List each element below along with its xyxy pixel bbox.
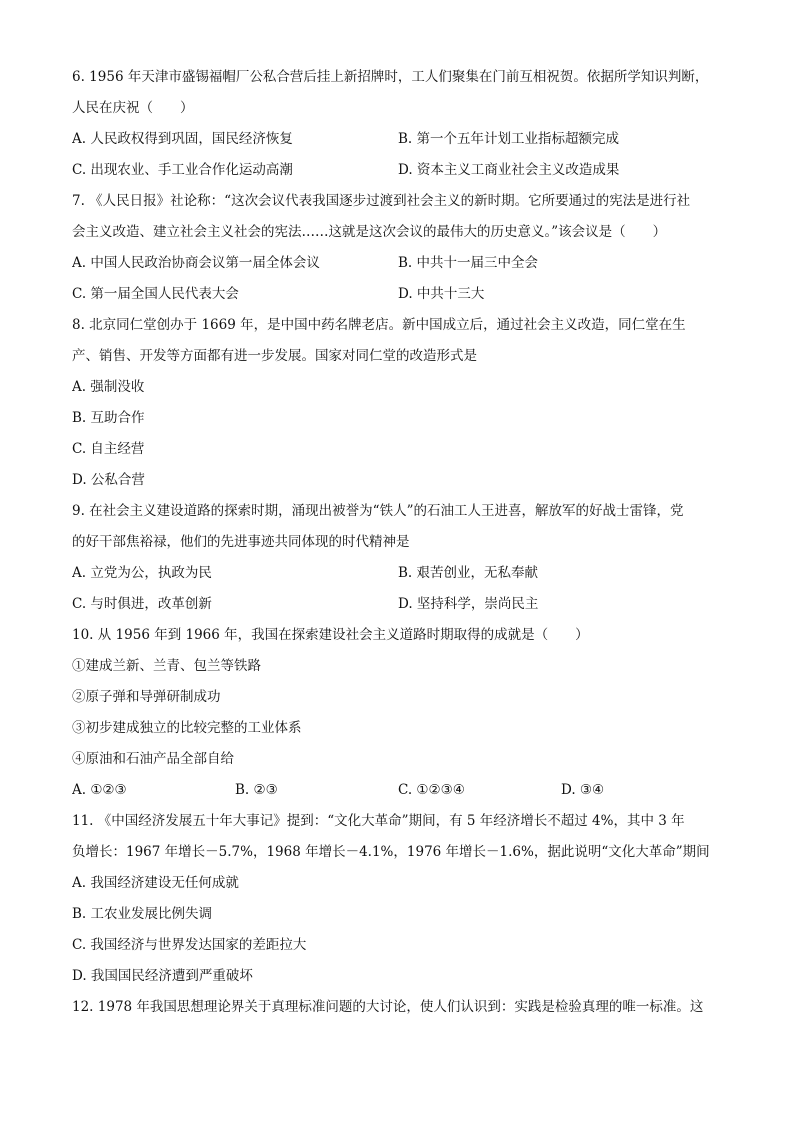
question-stem-line: 产、销售、开发等方面都有进一步发展。国家对同仁堂的改造形式是	[72, 348, 477, 364]
option-c: C. 出现农业、手工业合作化运动高潮	[72, 162, 293, 178]
question-10	[72, 620, 724, 806]
statement-item: ②原子弹和导弹研制成功	[72, 689, 221, 705]
question-stem-line: 的好干部焦裕禄，他们的先进事迹共同体现的时代精神是	[72, 534, 410, 550]
question-stem-line: 8. 北京同仁堂创办于 1669 年，是中国中药名牌老店。新中国成立后，通过社会主义改造，同仁堂在生	[72, 317, 686, 333]
option-c: C. 第一届全国人民代表大会	[72, 286, 239, 302]
question-stem-line: 会主义改造、建立社会主义社会的宪法……这就是这次会议的最伟大的历史意义。”该会议是（ ）	[72, 224, 667, 240]
option-a: A. 人民政权得到巩固，国民经济恢复	[72, 131, 293, 147]
option-d: D. ③④	[561, 782, 605, 798]
option-d: D. 资本主义工商业社会主义改造成果	[398, 162, 620, 178]
question-list	[72, 62, 724, 1023]
option-c: C. 与时俱进，改革创新	[72, 596, 212, 612]
question-stem-line: 11. 《中国经济发展五十年大事记》提到：“文化大革命”期间，有 5 年经济增长不超过 4%，其中 3 年	[72, 813, 685, 829]
option-a: A. 我国经济建设无任何成就	[72, 875, 239, 891]
option-d: D. 公私合营	[72, 472, 145, 488]
option-a: A. 立党为公，执政为民	[72, 565, 212, 581]
statement-item: ③初步建成独立的比较完整的工业体系	[72, 720, 302, 736]
option-row	[72, 248, 724, 279]
question-9	[72, 496, 724, 620]
question-12	[72, 992, 724, 1023]
question-8	[72, 310, 724, 496]
option-a: A. 强制没收	[72, 379, 145, 395]
option-c: C. ①②③④	[398, 782, 465, 798]
question-stem-line: 7. 《人民日报》社论称：“这次会议代表我国逐步过渡到社会主义的新时期。它所要通过的宪法是进行社	[72, 193, 691, 209]
option-row	[72, 775, 724, 806]
option-b: B. 第一个五年计划工业指标超额完成	[398, 131, 620, 147]
option-b: B. ②③	[235, 782, 278, 798]
question-stem-line: 6. 1956 年天津市盛锡福帽厂公私合营后挂上新招牌时，工人们聚集在门前互相祝贺。依据所学知识判断，	[72, 69, 709, 85]
option-row	[72, 589, 724, 620]
option-b: B. 艰苦创业，无私奉献	[398, 565, 539, 581]
option-a: A. ①②③	[72, 782, 127, 798]
question-6	[72, 62, 724, 186]
question-7	[72, 186, 724, 310]
question-stem-line: 10. 从 1956 年到 1966 年，我国在探索建设社会主义道路时期取得的成就是（ ）	[72, 627, 589, 643]
question-stem-line: 9. 在社会主义建设道路的探索时期，涌现出被誉为“铁人”的石油工人王进喜，解放军的好战士雷锋，党	[72, 503, 684, 519]
option-b: B. 工农业发展比例失调	[72, 906, 213, 922]
statement-item: ①建成兰新、兰青、包兰等铁路	[72, 658, 261, 674]
option-d: D. 中共十三大	[398, 286, 485, 302]
option-row	[72, 155, 724, 186]
question-11	[72, 806, 724, 992]
statement-item: ④原油和石油产品全部自给	[72, 751, 234, 767]
option-d: D. 坚持科学，崇尚民主	[398, 596, 539, 612]
option-c: C. 我国经济与世界发达国家的差距拉大	[72, 937, 307, 953]
option-row	[72, 279, 724, 310]
option-row	[72, 558, 724, 589]
option-c: C. 自主经营	[72, 441, 145, 457]
question-stem-line: 人民在庆祝（ ）	[72, 100, 194, 116]
option-a: A. 中国人民政治协商会议第一届全体会议	[72, 255, 320, 271]
option-b: B. 中共十一届三中全会	[398, 255, 539, 271]
question-stem-line: 负增长：1967 年增长－5.7%，1968 年增长－4.1%，1976 年增长－1.6%，据此说明“文化大革命”期间	[72, 844, 710, 860]
question-stem-line: 12. 1978 年我国思想理论界关于真理标准问题的大讨论，使人们认识到：实践是检验真理的唯一标准。这	[72, 999, 704, 1015]
option-d: D. 我国国民经济遭到严重破坏	[72, 968, 253, 984]
option-row	[72, 124, 724, 155]
option-b: B. 互助合作	[72, 410, 145, 426]
